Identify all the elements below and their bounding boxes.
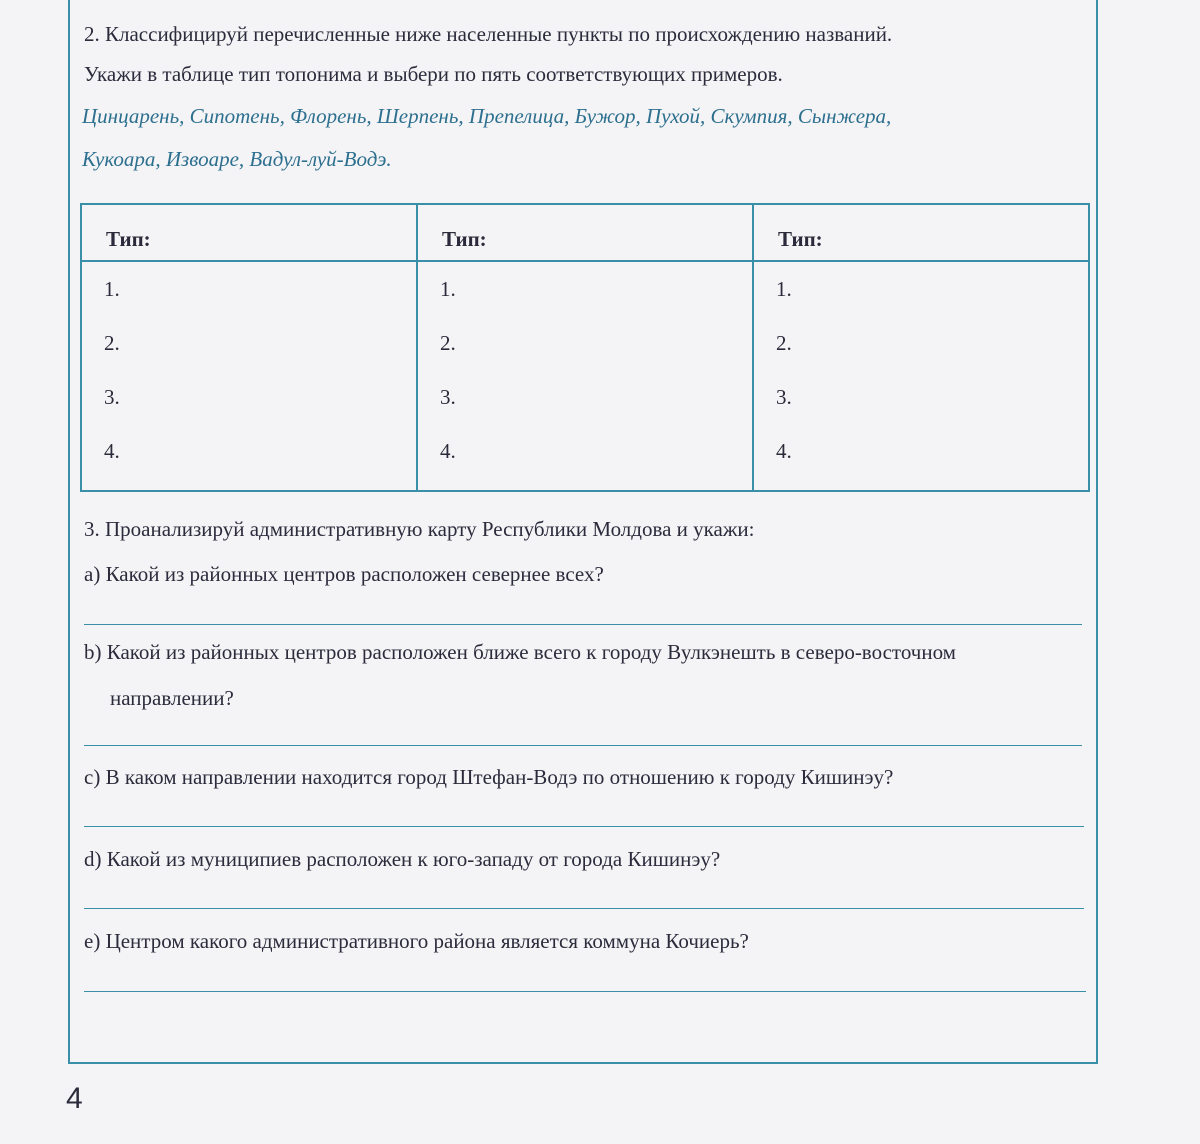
- list-item: 2.: [440, 331, 456, 355]
- type-header-3[interactable]: Тип:: [753, 204, 1089, 261]
- task2-instruction: Укажи в таблице тип топонима и выбери по пять соответствующих примеров.: [84, 62, 783, 86]
- type-header-1[interactable]: Тип:: [81, 204, 417, 261]
- answer-line-a[interactable]: [84, 624, 1082, 625]
- toponym-table: [80, 203, 1090, 492]
- question-b-line1: b) Какой из районных центров расположен ближе всего к городу Вулкэнешть в северо-восточном: [84, 640, 956, 664]
- question-d: d) Какой из муниципиев расположен к юго-западу от города Кишинэу?: [84, 847, 721, 871]
- column-1-list[interactable]: [81, 261, 417, 491]
- answer-line-b[interactable]: [84, 745, 1082, 746]
- list-item: 3.: [104, 385, 120, 409]
- list-item: 1.: [776, 277, 792, 301]
- frame-bottom-border: [68, 1062, 1098, 1064]
- task2-places-line1: Цинцарень, Сипотень, Флорень, Шерпень, Препелица, Бужор, Пухой, Скумпия, Сынжера,: [82, 104, 892, 128]
- list-item: 4.: [440, 439, 456, 463]
- answer-line-c[interactable]: [84, 826, 1084, 827]
- question-c: c) В каком направлении находится город Штефан-Водэ по отношению к городу Кишинэу?: [84, 765, 894, 789]
- table-row: [81, 261, 1089, 491]
- list-item: 4.: [776, 439, 792, 463]
- table-header-row: [81, 204, 1089, 261]
- type-header-2[interactable]: Тип:: [417, 204, 753, 261]
- page-number: 4: [66, 1082, 83, 1115]
- question-b-line2: направлении?: [110, 686, 234, 710]
- list-item: 1.: [104, 277, 120, 301]
- answer-line-d[interactable]: [84, 908, 1084, 909]
- list-item: 1.: [440, 277, 456, 301]
- task2-places-line2: Кукоара, Извоаре, Вадул-луй-Водэ.: [82, 147, 392, 171]
- question-e: e) Центром какого административного района является коммуна Кочиерь?: [84, 929, 749, 953]
- answer-line-e[interactable]: [84, 991, 1086, 992]
- column-3-list[interactable]: [753, 261, 1089, 491]
- question-a: a) Какой из районных центров расположен севернее всех?: [84, 562, 604, 586]
- task2-title: 2. Классифицируй перечисленные ниже населенные пункты по происхождению названий.: [84, 22, 893, 46]
- list-item: 2.: [776, 331, 792, 355]
- task3-intro: 3. Проанализируй административную карту Республики Молдова и укажи:: [84, 517, 755, 541]
- list-item: 4.: [104, 439, 120, 463]
- column-2-list[interactable]: [417, 261, 753, 491]
- list-item: 3.: [776, 385, 792, 409]
- list-item: 2.: [104, 331, 120, 355]
- list-item: 3.: [440, 385, 456, 409]
